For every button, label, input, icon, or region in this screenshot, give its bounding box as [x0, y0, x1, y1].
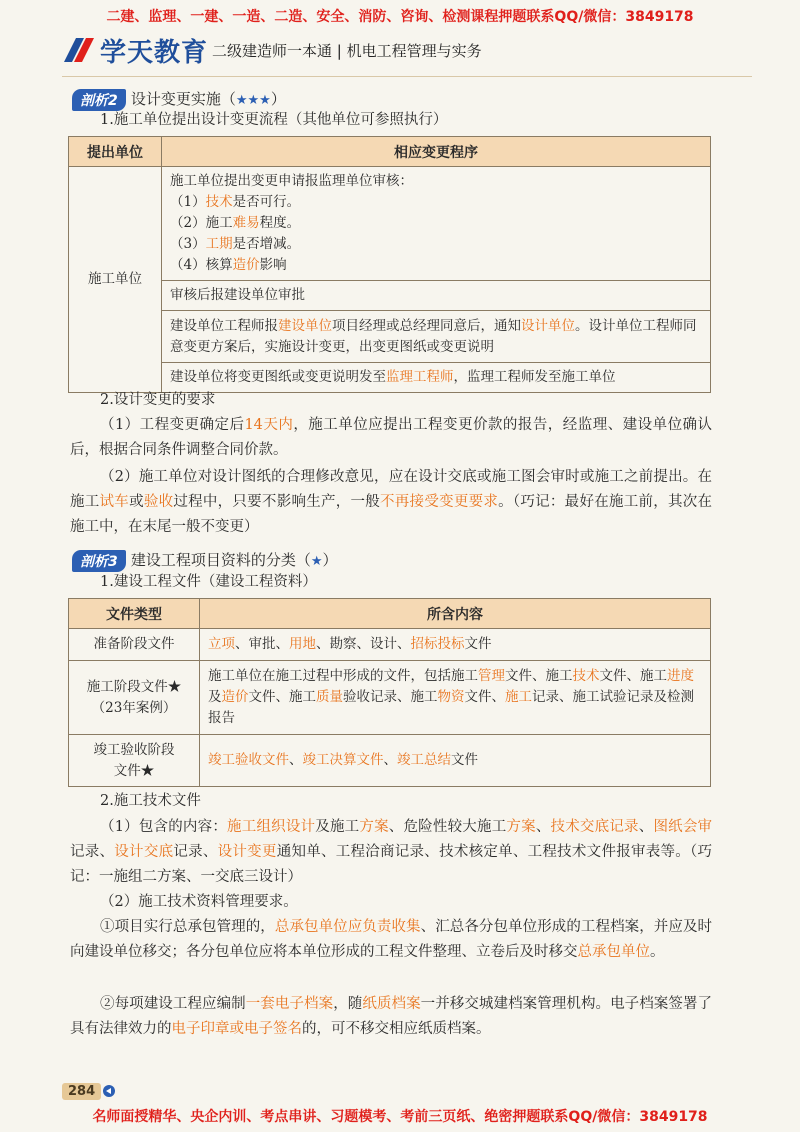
table-cell: 立项、审批、用地、勘察、设计、招标投标文件 — [200, 629, 711, 661]
section-3-heading: 剖析3 建设工程项目资料的分类（★） — [72, 549, 338, 572]
subheading: 2.施工技术文件 — [100, 793, 201, 809]
change-procedure-table — [68, 136, 711, 393]
table-cell-type: 准备阶段文件 — [69, 629, 200, 661]
promo-banner-bottom: 名师面授精华、央企内训、考点串讲、习题模考、考前三页纸、绝密押题联系QQ/微信：3849178 — [92, 1109, 708, 1125]
table-cell-type: 施工阶段文件★ （23年案例） — [69, 661, 200, 735]
table-cell: 审核后报建设单位审批 — [162, 281, 711, 311]
page-header — [62, 34, 762, 68]
table-cell-unit: 施工单位 — [69, 167, 162, 393]
section-title: 建设工程项目资料的分类（ — [130, 551, 311, 569]
table-cell: 建设单位工程师报建设单位项目经理或总经理同意后，通知设计单位。设计单位工程师同意变更方案后，实施设计变更，出变更图纸或变更说明 — [162, 311, 711, 363]
paragraph: （2）施工单位对设计图纸的合理修改意见，应在设计交底或施工图会审时或施工之前提出。在施工试车或验收过程中，只要不影响生产，一般不再接受变更要求。（巧记：最好在施工前，其次在施工中，在末尾一般不变更） — [70, 469, 713, 535]
importance-stars: ★ — [310, 554, 323, 569]
column-header: 提出单位 — [69, 137, 162, 167]
paragraph: （2）施工技术资料管理要求。 — [100, 894, 298, 910]
table-cell: 建设单位将变更图纸或变更说明发至监理工程师，监理工程师发至施工单位 — [162, 363, 711, 393]
book-title: 二级建造师一本通 | 机电工程管理与实务 — [212, 42, 482, 60]
document-classification-table — [68, 598, 711, 787]
table-cell: 施工单位在施工过程中形成的文件，包括施工管理文件、施工技术文件、施工进度及造价文件、施工质量验收记录、施工物资文件、施工记录、施工试验记录及检测报告 — [200, 661, 711, 735]
logo-icon — [62, 36, 96, 64]
subheading: 1.施工单位提出设计变更流程（其他单位可参照执行） — [100, 112, 448, 128]
arrow-left-icon — [103, 1085, 115, 1097]
subheading: 1.建设工程文件（建设工程资料） — [100, 574, 317, 590]
subheading: 2.设计变更的要求 — [100, 392, 216, 408]
page-number: 284 — [62, 1080, 115, 1100]
section-2-heading: 剖析2 设计变更实施（★★★） — [72, 88, 286, 111]
paragraph: （1）包含的内容：施工组织设计及施工方案、危险性较大施工方案、技术交底记录、图纸会审记录、设计交底记录、设计变更通知单、工程洽商记录、技术核定单、工程技术文件报审表等。（巧记：一施组二方案、一交底三设计） — [70, 819, 713, 885]
column-header: 所含内容 — [200, 599, 711, 629]
section-badge: 剖析2 — [72, 89, 126, 111]
paragraph: ①项目实行总承包管理的，总承包单位应负责收集、汇总各分包单位形成的工程档案，并应及时向建设单位移交；各分包单位应将本单位形成的工程文件整理、立卷后及时移交总承包单位。 — [70, 919, 713, 960]
importance-stars: ★★★ — [235, 93, 271, 108]
section-title: 设计变更实施（ — [130, 90, 236, 108]
paragraph: ②每项建设工程应编制一套电子档案，随纸质档案一并移交城建档案管理机构。电子档案签署了具有法律效力的电子印章或电子签名的，可不移交相应纸质档案。 — [70, 996, 713, 1037]
section-badge: 剖析3 — [72, 550, 126, 572]
table-cell-type: 竣工验收阶段 文件★ — [69, 735, 200, 787]
brand-logo: 学天教育 — [100, 38, 209, 68]
promo-banner-top: 二建、监理、一建、一造、二造、安全、消防、咨询、检测课程押题联系QQ/微信：3849178 — [106, 9, 694, 25]
table-cell: 施工单位提出变更申请报监理单位审核： （1）技术是否可行。 （2）施工难易程度。 （3）工期是否增减。 （4）核算造价影响 — [162, 167, 711, 281]
header-divider — [62, 76, 752, 77]
column-header: 相应变更程序 — [162, 137, 711, 167]
column-header: 文件类型 — [69, 599, 200, 629]
table-cell: 竣工验收文件、竣工决算文件、竣工总结文件 — [200, 735, 711, 787]
paragraph: （1）工程变更确定后14天内，施工单位应提出工程变更价款的报告，经监理、建设单位确认后，根据合同条件调整合同价款。 — [70, 417, 713, 458]
